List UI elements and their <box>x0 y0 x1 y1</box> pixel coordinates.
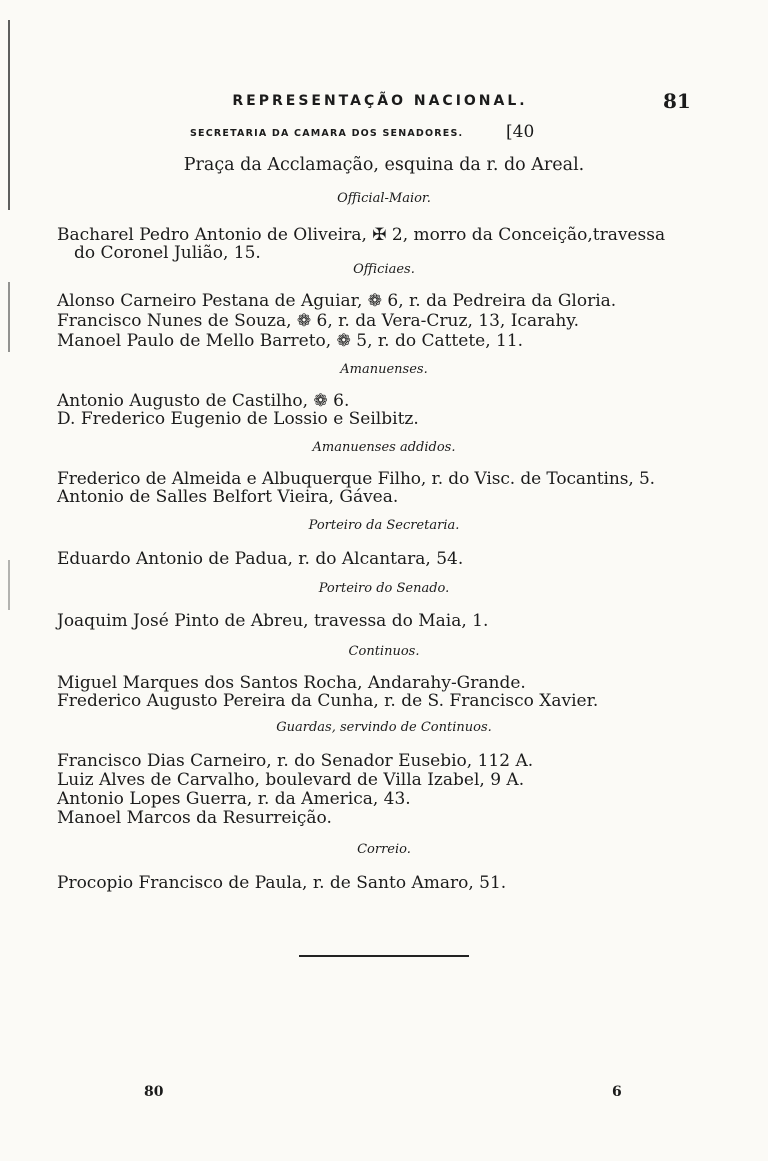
list-item: Antonio Lopes Guerra, r. da America, 43. <box>57 789 411 809</box>
divider <box>299 955 469 957</box>
list-item: do Coronel Julião, 15. <box>74 243 261 263</box>
section-heading-porteiro-senado: Porteiro do Senado. <box>318 581 450 596</box>
section-heading-amanuenses-addidos: Amanuenses addidos. <box>312 440 456 455</box>
section-heading-correio: Correio. <box>357 842 411 857</box>
binding-edge-line <box>8 20 10 210</box>
list-item: Francisco Nunes de Souza, ❁ 6, r. da Vera-Cruz, 13, Icarahy. <box>57 311 580 331</box>
list-item: Manoel Paulo de Mello Barreto, ❁ 5, r. do Cattete, 11. <box>57 331 524 351</box>
list-item: Manoel Marcos da Resurreição. <box>57 808 332 828</box>
section-heading-porteiro-secretaria: Porteiro da Secretaria. <box>308 518 460 533</box>
binding-edge-line <box>8 282 10 352</box>
section-heading-official-maior: Official-Maior. <box>337 191 431 206</box>
list-item: Procopio Francisco de Paula, r. de Santo Amaro, 51. <box>57 873 507 893</box>
list-item: Frederico de Almeida e Albuquerque Filho, r. do Visc. de Tocantins, 5. <box>57 469 655 489</box>
list-item: Francisco Dias Carneiro, r. do Senador Eusebio, 112 A. <box>57 751 534 771</box>
page-title: REPRESENTAÇÃO NACIONAL. <box>232 93 528 109</box>
list-item: Joaquim José Pinto de Abreu, travessa do Maia, 1. <box>57 611 489 631</box>
subheader-note: [40 <box>506 122 535 142</box>
subheader: SECRETARIA DA CAMARA DOS SENADORES. <box>190 128 464 139</box>
footer-signature-right: 6 <box>612 1084 622 1100</box>
footer-signature-left: 80 <box>144 1084 164 1100</box>
list-item: Antonio Augusto de Castilho, ❁ 6. <box>57 391 350 411</box>
section-heading-guardas: Guardas, servindo de Continuos. <box>276 720 492 735</box>
list-item: D. Frederico Eugenio de Lossio e Seilbitz. <box>57 409 419 429</box>
list-item: Luiz Alves de Carvalho, boulevard de Villa Izabel, 9 A. <box>57 770 525 790</box>
list-item: Antonio de Salles Belfort Vieira, Gávea. <box>57 487 399 507</box>
section-heading-amanuenses: Amanuenses. <box>340 362 428 377</box>
list-item: Eduardo Antonio de Padua, r. do Alcantara, 54. <box>57 549 464 569</box>
section-heading-officiaes: Officiaes. <box>353 262 415 277</box>
section-heading-continuos: Continuos. <box>348 644 420 659</box>
list-item: Miguel Marques dos Santos Rocha, Andarahy-Grande. <box>57 673 526 693</box>
list-item: Bacharel Pedro Antonio de Oliveira, ✠ 2, morro da Conceição,travessa <box>57 225 666 245</box>
address-line: Praça da Acclamação, esquina da r. do Areal. <box>183 155 585 175</box>
list-item: Alonso Carneiro Pestana de Aguiar, ❁ 6, r. da Pedreira da Gloria. <box>57 291 617 311</box>
list-item: Frederico Augusto Pereira da Cunha, r. de S. Francisco Xavier. <box>57 691 599 711</box>
page-number: 81 <box>663 89 691 113</box>
